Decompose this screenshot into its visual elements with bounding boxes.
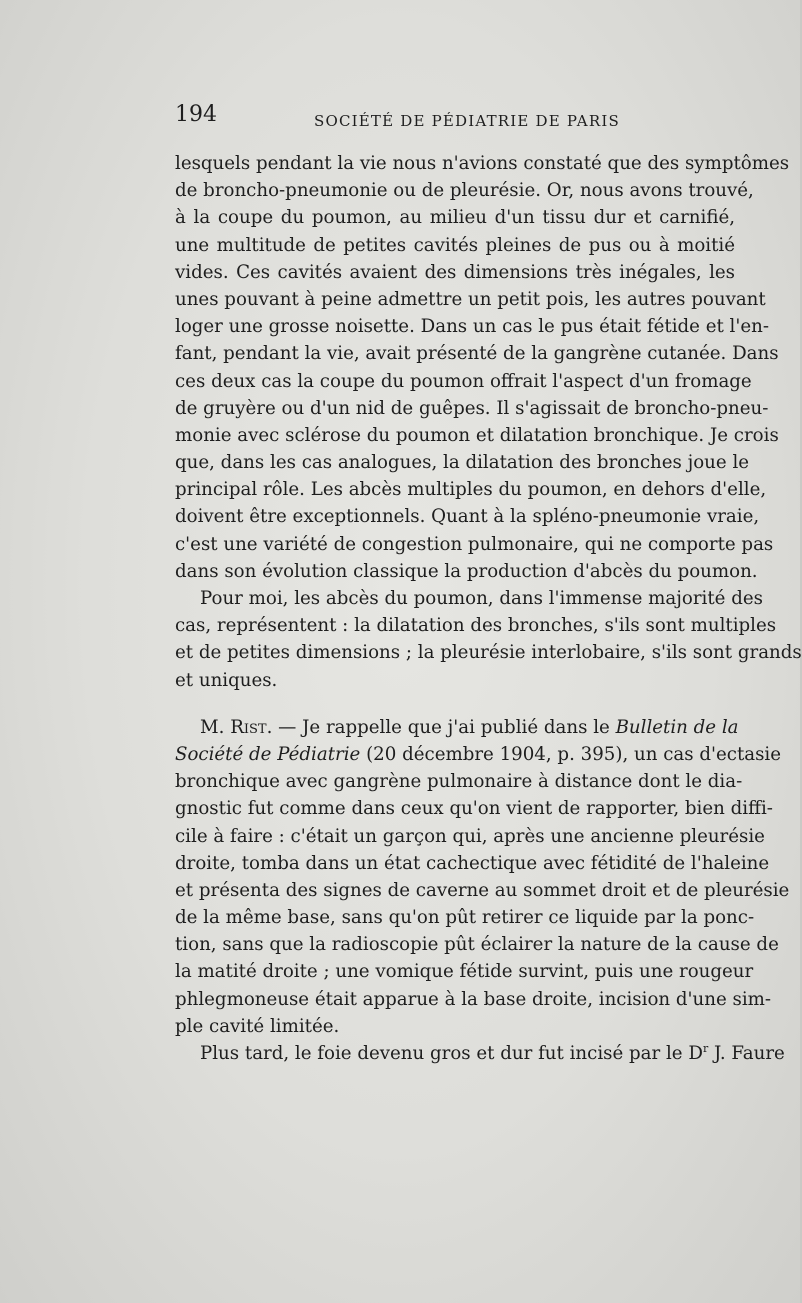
text-line: ces deux cas la coupe du poumon offrait l'aspect d'un fromage: [175, 370, 752, 392]
text-line: une multitude de petites cavités pleines de pus ou à moitié: [175, 234, 735, 256]
text-line: et de petites dimensions ; la pleurésie interlobaire, s'ils sont grands: [175, 642, 802, 664]
text-line: principal rôle. Les abcès multiples du poumon, en dehors d'elle,: [175, 479, 767, 501]
paragraph-rist: [175, 714, 790, 1067]
body-text: [175, 150, 802, 1067]
text-fragment: — Je rappelle que j'ai publié dans le: [272, 716, 616, 738]
text-line: loger une grosse noisette. Dans un cas le pus était fétide et l'en-: [175, 316, 769, 338]
text-line: et uniques.: [175, 669, 278, 691]
text-line: unes pouvant à peine admettre un petit pois, les autres pouvant: [175, 288, 766, 310]
text-line: monie avec sclérose du poumon et dilatation bronchique. Je crois: [175, 424, 779, 446]
text-line: de la même base, sans qu'on pût retirer ce liquide par la ponc-: [175, 907, 755, 929]
text-line: cile à faire : c'était un garçon qui, après une ancienne pleurésie: [175, 825, 765, 847]
text-line-speaker: [175, 714, 739, 741]
speaker-prefix: M.: [200, 716, 231, 738]
text-line: cas, représentent : la dilatation des bronches, s'ils sont multiples: [175, 615, 777, 637]
text-line: et présenta des signes de caverne au sommet droit et de pleurésie: [175, 879, 790, 901]
text-line: vides. Ces cavités avaient des dimensions très inégales, les: [175, 261, 735, 283]
page-number: 194: [175, 102, 217, 127]
text-line: dans son évolution classique la production d'abcès du poumon.: [175, 560, 758, 582]
text-line: [175, 741, 782, 768]
text-line: c'est une variété de congestion pulmonaire, qui ne comporte pas: [175, 533, 774, 555]
speaker-name: Rist.: [230, 716, 273, 738]
superscript: r: [702, 1041, 709, 1055]
text-line: ple cavité limitée.: [175, 1015, 340, 1037]
text-line: à la coupe du poumon, au milieu d'un tissu dur et carnifié,: [175, 207, 735, 229]
text-fragment: (20 décembre 1904, p. 395), un cas d'ectasie: [360, 743, 782, 765]
text-line: fant, pendant la vie, avait présenté de la gangrène cutanée. Dans: [175, 343, 779, 365]
text-line: lesquels pendant la vie nous n'avions constaté que des symptômes: [175, 153, 790, 174]
italic-title: Bulletin de la: [615, 716, 739, 738]
running-title: SOCIÉTÉ DE PÉDIATRIE DE PARIS: [314, 112, 620, 130]
text-line: tion, sans que la radioscopie pût éclairer la nature de la cause de: [175, 934, 779, 956]
paragraph-continued: [175, 150, 790, 585]
text-line: de broncho-pneumonie ou de pleurésie. Or, nous avons trouvé,: [175, 180, 754, 202]
text-line: Pour moi, les abcès du poumon, dans l'immense majorité des: [200, 588, 763, 609]
text-line: gnostic fut comme dans ceux qu'on vient de rapporter, bien diffi-: [175, 798, 773, 820]
text-line: bronchique avec gangrène pulmonaire à distance dont le dia-: [175, 771, 743, 793]
paragraph-pour-moi: [175, 585, 802, 694]
text-line: que, dans les cas analogues, la dilatation des bronches joue le: [175, 452, 750, 474]
text-line: la matité droite ; une vomique fétide survint, puis une rougeur: [175, 961, 754, 983]
italic-title: Société de Pédiatrie: [175, 743, 361, 765]
text-line: doivent être exceptionnels. Quant à la spléno-pneumonie vraie,: [175, 506, 760, 528]
text-fragment: Plus tard, le foie devenu gros et dur fut incisé par le D: [200, 1043, 703, 1064]
text-line: phlegmoneuse était apparue à la base droite, incision d'une sim-: [175, 988, 772, 1010]
text-fragment: J. Faure: [708, 1043, 785, 1064]
text-line: droite, tomba dans un état cachectique avec fétidité de l'haleine: [175, 852, 770, 874]
text-line: de gruyère ou d'un nid de guêpes. Il s'agissait de broncho-pneu-: [175, 397, 769, 419]
page-header: [175, 102, 735, 136]
text-line: [175, 1040, 785, 1067]
